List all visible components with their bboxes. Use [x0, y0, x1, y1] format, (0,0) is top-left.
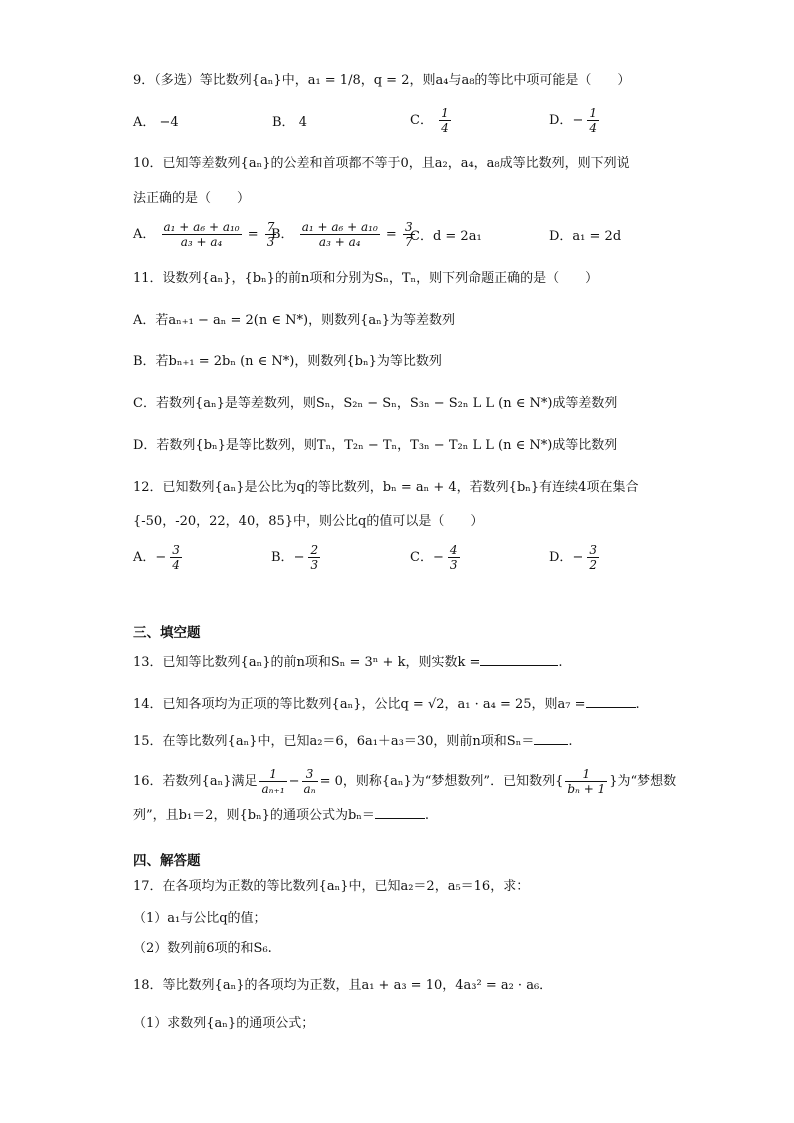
q9-option-a: A． −4: [133, 115, 179, 130]
q10-option-a: A． $\frac{\text{a₁ + a₆ + a₁₀}}{\text{a₃ + a₄}}$ = $\frac{7}{3}$: [133, 220, 275, 249]
q11-option-d: D．若数列{bₙ}是等比数列，则Tₙ，T₂ₙ − Tₙ，T₃ₙ − T₂ₙ L L (n ∈ N*)成等比数列: [133, 438, 618, 453]
q12-stem-line1: 12．已知数列{aₙ}是公比为q的等比数列，bₙ = aₙ + 4，若数列{bₙ}有连续4项在集合: [133, 480, 639, 495]
q16-line2: 列”，且b₁＝2，则{bₙ}的通项公式为bₙ＝ .: [133, 808, 430, 823]
answer-blank: [480, 665, 558, 666]
section-heading-answer: 四、解答题: [133, 853, 201, 869]
q11-option-b: B．若bₙ₊₁ = 2bₙ (n ∈ N*)，则数列{bₙ}为等比数列: [133, 354, 442, 369]
q9-option-d: D．− $\frac{1}{4}$: [549, 106, 597, 135]
section-heading-fill-in: 三、填空题: [133, 625, 201, 641]
q11-stem: 11．设数列{aₙ}，{bₙ}的前n项和分别为Sₙ，Tₙ，则下列命题正确的是（ ）: [133, 271, 599, 286]
q10-option-d: D．a₁ = 2d: [549, 229, 622, 244]
fraction: $\frac{2}{3}$: [310, 543, 319, 572]
answer-blank: [534, 744, 568, 745]
q18-stem: 18．等比数列{aₙ}的各项均为正数，且a₁ + a₃ = 10，4a₃² = a₂ · a₆．: [133, 978, 553, 993]
q9-stem: 9．（多选）等比数列{aₙ}中，a₁ = 1/8，q = 2，则a₄与a₈的等比中项可能是（ ）: [133, 73, 631, 88]
fraction: $\frac{3}{2}$: [589, 543, 597, 572]
fraction: $\frac{3}{7}$: [404, 220, 413, 249]
fraction: $\frac{1}{\text{aₙ₊₁}}$: [261, 767, 285, 796]
answer-blank: [586, 707, 636, 708]
q12-option-a: A．− $\frac{3}{4}$: [133, 543, 180, 572]
q9-option-c: C． $\frac{1}{4}$: [410, 106, 449, 135]
fraction: $\frac{\text{a₁ + a₆ + a₁₀}}{\text{a₃ + a₄}}$: [163, 220, 240, 249]
q10-option-b: B． $\frac{\text{a₁ + a₆ + a₁₀}}{\text{a₃ + a₄}}$ = $\frac{3}{7}$: [271, 220, 413, 249]
q18-part1: （1）求数列{aₙ}的通项公式；: [133, 1016, 315, 1031]
q12-option-d: D．− $\frac{3}{2}$: [549, 543, 597, 572]
fraction: $\frac{1}{4}$: [441, 106, 449, 135]
q17-part1: （1）a₁与公比q的值；: [133, 911, 267, 926]
fraction: $\frac{7}{3}$: [266, 220, 275, 249]
answer-blank: [375, 818, 425, 819]
q17-part2: （2）数列前6项的和S₆.: [133, 941, 272, 956]
q15: 15．在等比数列{aₙ}中，已知a₂＝6，6a₁＋a₃＝30，则前n项和Sₙ＝ .: [133, 734, 573, 749]
q11-option-c: C．若数列{aₙ}是等差数列，则Sₙ，S₂ₙ − Sₙ，S₃ₙ − S₂ₙ L L (n ∈ N*)成等差数列: [133, 396, 618, 411]
q10-stem-line2: 法正确的是（ ）: [133, 191, 251, 206]
fraction: $\frac{4}{3}$: [449, 543, 458, 572]
q11-option-a: A．若aₙ₊₁ − aₙ = 2(n ∈ N*)，则数列{aₙ}为等差数列: [133, 313, 455, 328]
q12-option-b: B．− $\frac{2}{3}$: [271, 543, 319, 572]
q9-option-b: B． 4: [272, 115, 307, 130]
fraction: $\frac{1}{\text{bₙ + 1}}$: [567, 767, 606, 796]
q12-stem-line2: {-50，-20，22，40，85}中，则公比q的值可以是（ ）: [133, 514, 484, 529]
q14: 14．已知各项均为正项的等比数列{aₙ}，公比q = √2，a₁ · a₄ = 25，则a₇ = .: [133, 697, 640, 712]
q10-stem-line1: 10．已知等差数列{aₙ}的公差和首项都不等于0，且a₂，a₄，a₈成等比数列，则下列说: [133, 156, 630, 171]
fraction: $\frac{3}{\text{aₙ}}$: [303, 767, 316, 796]
q10-option-c: C．d = 2a₁: [410, 229, 482, 244]
q17-stem: 17．在各项均为正数的等比数列{aₙ}中，已知a₂＝2，a₅＝16，求：: [133, 879, 530, 894]
q13: 13．已知等比数列{aₙ}的前n项和Sₙ = 3ⁿ + k，则实数k = .: [133, 655, 563, 670]
q12-option-c: C．− $\frac{4}{3}$: [410, 543, 458, 572]
q16-line1: 16．若数列{aₙ}满足 $\frac{1}{\text{aₙ₊₁}}$ − $\frac{3}{\text{aₙ}}$ = 0，则称{aₙ}为“梦想数列”．已知数列{ $\frac{1}{\text{bₙ + 1}}$ }为“梦想数: [133, 767, 677, 796]
fraction: $\frac{\text{a₁ + a₆ + a₁₀}}{\text{a₃ + a₄}}$: [301, 220, 378, 249]
fraction: $\frac{1}{4}$: [589, 106, 597, 135]
fraction: $\frac{3}{4}$: [172, 543, 180, 572]
